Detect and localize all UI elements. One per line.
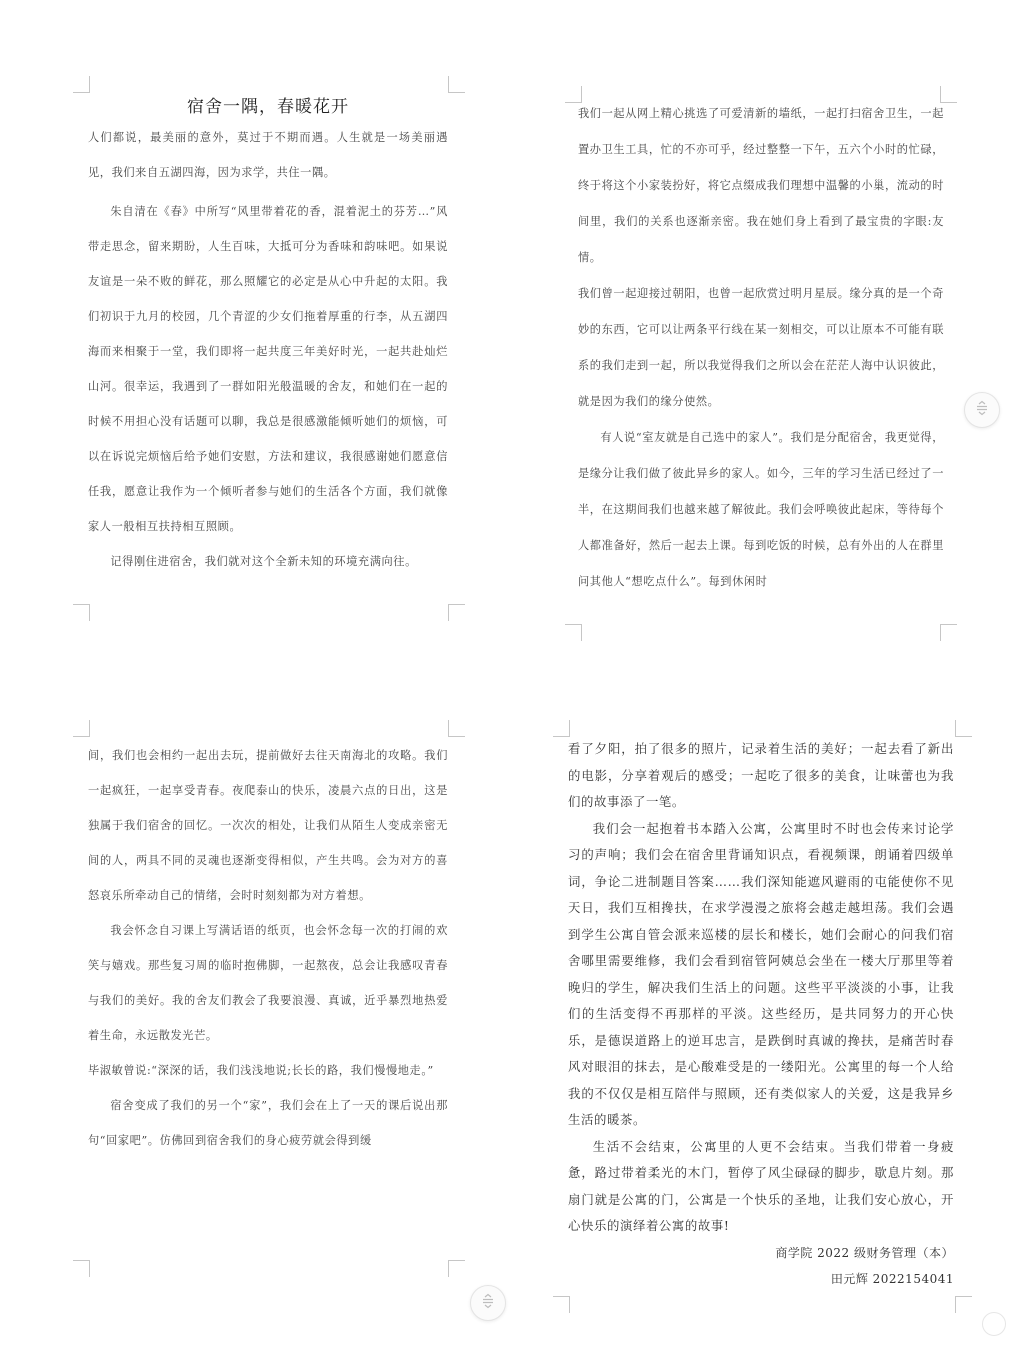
crop-mark (565, 624, 582, 641)
crop-mark (553, 720, 570, 737)
scroll-handle-icon (974, 400, 990, 420)
document-title: 宿舍一隅，春暖花开 (187, 97, 349, 117)
document-page-4 (568, 736, 954, 1292)
scroll-handle-button-right[interactable] (964, 392, 1000, 428)
crop-mark (448, 1260, 465, 1277)
paragraph: 看了夕阳，拍了很多的照片，记录着生活的美好；一起去看了新出的电影，分享着观后的感受；一起吃了很多的美食，让味蕾也为我们的故事添了一笔。 (568, 741, 954, 809)
paragraph: 宿舍变成了我们的另一个“家”，我们会在上了一天的课后说出那句“回家吧”。仿佛回到宿舍我们的身心疲劳就会得到缓 (88, 1099, 448, 1147)
paragraph: 有人说“室友就是自己选中的家人”。我们是分配宿舍，我更觉得，是缘分让我们做了彼此异乡的家人。如今，三年的学习生活已经过了一半，在这期间我们也越来越了解彼此。我们会呼唤彼此起床，等待每个人都准备好，然后一起去上课。每到吃饭的时候，总有外出的人在群里问其他人“想吃点什么”。每到休闲时 (578, 431, 944, 588)
app-logo-icon[interactable] (982, 1312, 1006, 1336)
crop-mark (553, 1296, 570, 1313)
crop-mark (73, 76, 90, 93)
paragraph: 人们都说，最美丽的意外，莫过于不期而遇。人生就是一场美丽遇见，我们来自五湖四海，因为求学，共住一隅。 (88, 131, 448, 179)
crop-mark (448, 76, 465, 93)
signature-department: 商学院 2022 级财务管理（本） (775, 1245, 954, 1260)
crop-mark (73, 720, 90, 737)
paragraph: 我们曾一起迎接过朝阳，也曾一起欣赏过明月星辰。缘分真的是一个奇妙的东西，它可以让两条平行线在某一刻相交，可以让原本不可能有联系的我们走到一起，所以我觉得我们之所以会在茫茫人海中认识彼此，就是因为我们的缘分使然。 (578, 287, 944, 408)
scroll-handle-button-bottom[interactable] (470, 1285, 506, 1321)
crop-mark (940, 624, 957, 641)
crop-mark (448, 604, 465, 621)
crop-mark (448, 720, 465, 737)
document-page-1 (88, 92, 448, 579)
crop-mark (73, 1260, 90, 1277)
crop-mark (955, 720, 972, 737)
paragraph: 间，我们也会相约一起出去玩，提前做好去往天南海北的攻略。我们一起疯狂，一起享受青春。夜爬泰山的快乐，凌晨六点的日出，这是独属于我们宿舍的回忆。一次次的相处，让我们从陌生人变成亲密无间的人，两具不同的灵魂也逐渐变得相似，产生共鸣。会为对方的喜怒哀乐所牵动自己的情绪，会时时刻刻都为对方着想。 (88, 749, 448, 902)
paragraph: 毕淑敏曾说:“深深的话，我们浅浅地说;长长的路，我们慢慢地走。” (88, 1064, 434, 1077)
paragraph: 朱自清在《春》中所写“风里带着花的香，混着泥土的芬芳…”风带走思念，留来期盼，人生百味，大抵可分为香味和韵味吧。如果说友谊是一朵不败的鲜花，那么照耀它的必定是从心中升起的太阳。我们初识于九月的校园，几个青涩的少女们拖着厚重的行李，从五湖四海而来相聚于一堂，我们即将一起共度三年美好时光，一起共赴灿烂山河。很幸运，我遇到了一群如阳光般温暖的舍友，和她们在一起的时候不用担心没有话题可以聊，我总是很感激能倾听她们的烦恼，可以在诉说完烦恼后给予她们安慰，方法和建议，我很感谢她们愿意信任我，愿意让我作为一个倾听者参与她们的生活各个方面，我们就像家人一般相互扶持相互照顾。 (88, 205, 448, 533)
scroll-handle-icon (480, 1293, 496, 1313)
document-page-2 (578, 96, 944, 600)
paragraph: 记得刚住进宿舍，我们就对这个全新未知的环境充满向往。 (110, 555, 417, 568)
paragraph: 生活不会结束，公寓里的人更不会结束。当我们带着一身疲惫，路过带着柔光的木门，暂停了风尘碌碌的脚步，歇息片刻。那扇门就是公寓的门，公寓是一个快乐的圣地，让我们安心放心，开心快乐的演绎着公寓的故事! (568, 1138, 954, 1233)
signature-author: 田元辉 2022154041 (830, 1271, 954, 1286)
paragraph: 我们会一起抱着书本踏入公寓，公寓里时不时也会传来讨论学习的声响；我们会在宿舍里背诵知识点，看视频课，朗诵着四级单词，争论二进制题目答案……我们深知能遮风避雨的屯能使你不见天日，我们互相搀扶，在求学漫漫之旅将会越走越坦荡。我们会遇到学生公寓自管会派来巡楼的层长和楼长，她们会耐心的问我们宿舍哪里需要维修，我们会看到宿管阿姨总会坐在一楼大厅那里等着晚归的学生，解决我们生活上的问题。这些平平淡淡的小事，让我们的生活变得不再那样的平淡。这些经历，是共同努力的开心快乐，是德误道路上的逆耳忠言，是跌倒时真诚的搀扶，是痛苦时春风对眼泪的抹去，是心酸难受是的一缕阳光。公寓里的每一个人给我的不仅仅是相互陪伴与照顾，还有类似家人的关爱，这是我异乡生活的暖茶。 (568, 820, 954, 1127)
paragraph: 我会怀念自习课上写满话语的纸页，也会怀念每一次的打闹的欢笑与嬉戏。那些复习周的临时抱佛脚，一起熬夜，总会让我感叹青春与我们的美好。我的舍友们教会了我要浪漫、真诚，近乎暴烈地热爱着生命，永远散发光芒。 (88, 924, 448, 1042)
crop-mark (73, 604, 90, 621)
document-page-3 (88, 738, 448, 1158)
paragraph: 我们一起从网上精心挑选了可爱清新的墙纸，一起打扫宿舍卫生，一起置办卫生工具，忙的不亦可乎，经过整整一下午，五六个小时的忙碌，终于将这个小家装扮好，将它点缀成我们理想中温馨的小巢，流动的时间里，我们的关系也逐渐亲密。我在她们身上看到了最宝贵的字眼:友情。 (578, 107, 944, 264)
crop-mark (955, 1296, 972, 1313)
